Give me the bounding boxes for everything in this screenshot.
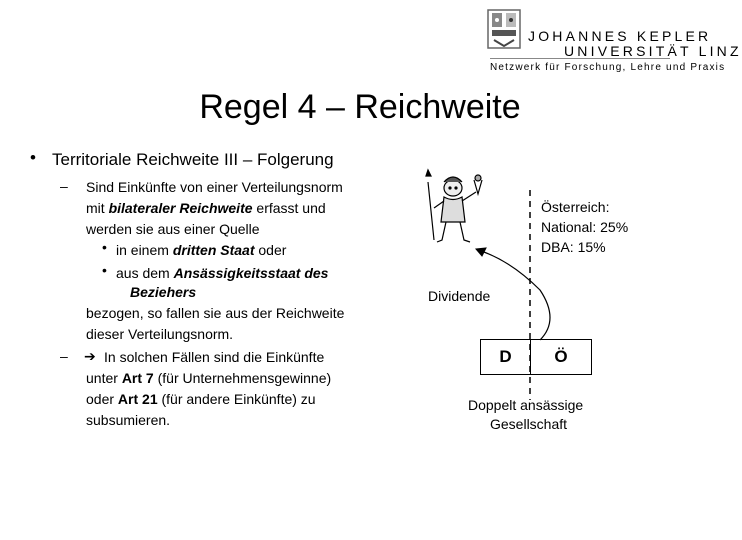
caption-line2: Gesellschaft xyxy=(490,416,568,432)
note-austria: Österreich: xyxy=(541,199,610,215)
p1-line3: werden sie aus einer Quelle xyxy=(86,221,260,237)
caption-line1: Doppelt ansässige xyxy=(468,397,584,413)
note-dba-rate: DBA: 15% xyxy=(541,239,606,255)
p1-line2: mit bilateraler Reichweite erfasst und xyxy=(86,200,326,216)
sub-bullet-marker: • xyxy=(102,239,107,255)
sub-bullet-marker: • xyxy=(102,262,107,278)
box-germany xyxy=(480,339,530,375)
dividend-label: Dividende xyxy=(428,288,491,304)
logo-tagline: Netzwerk für Forschung, Lehre und Praxis xyxy=(490,62,726,73)
bullet-marker: • xyxy=(30,148,36,167)
p1-line4: bezogen, so fallen sie aus der Reichweite xyxy=(86,305,345,321)
p2-line3: oder Art 21 (für andere Einkünfte) zu xyxy=(86,391,316,407)
p1-sub1: in einem dritten Staat oder xyxy=(116,242,287,258)
logo-university-name-line2: UNIVERSITÄT LINZ xyxy=(564,43,742,59)
logo-university-name-line1: JOHANNES KEPLER xyxy=(528,28,712,44)
p2-line1: In solchen Fällen sind die Einkünfte xyxy=(104,349,325,365)
box-germany-label: D xyxy=(499,347,512,366)
p2-line4: subsumieren. xyxy=(86,412,171,428)
p1-sub2: aus dem Ansässigkeitsstaat des xyxy=(116,265,329,281)
bullet-heading: Territoriale Reichweite III – Folgerung xyxy=(52,150,334,169)
p2-line2: unter Art 7 (für Unternehmensgewinne) xyxy=(86,370,332,386)
p1-sub2-cont: Beziehers xyxy=(130,284,197,300)
box-austria xyxy=(530,339,592,375)
dash-marker: – xyxy=(60,348,68,364)
arrow-right-icon: ➔ xyxy=(84,348,96,364)
note-national-rate: National: 25% xyxy=(541,219,629,235)
slide-title: Regel 4 – Reichweite xyxy=(199,88,521,126)
p1-line1: Sind Einkünfte von einer Verteilungsnorm xyxy=(86,179,343,195)
p1-line5: dieser Verteilungsnorm. xyxy=(86,326,234,342)
box-austria-label: Ö xyxy=(554,347,568,366)
dash-marker: – xyxy=(60,178,68,194)
